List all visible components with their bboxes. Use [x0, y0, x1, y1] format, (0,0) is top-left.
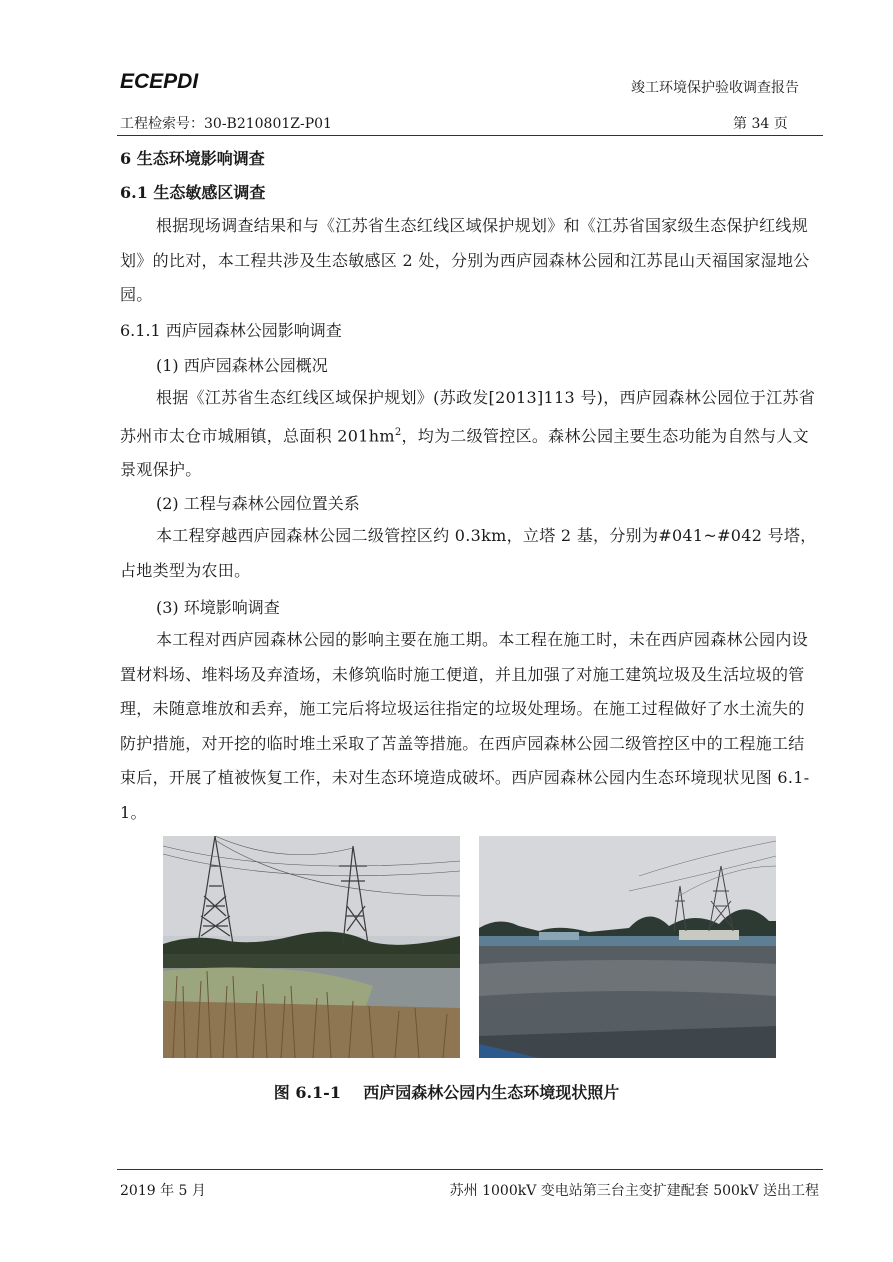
item-heading-2: (2) 工程与森林公园位置关系: [156, 494, 360, 513]
impact-paragraph: 本工程对西庐园森林公园的影响主要在施工期。本工程在施工时，未在西庐园森林公园内设置材料场、堆料场及弃渣场，未修筑临时施工便道，并且加强了对施工建筑垃圾及生活垃圾的管理，未随意堆放和丢弃，施工完后将垃圾运往指定的垃圾处理场。在施工过程做好了水土流失的防护措施，对开挖的临时堆土采取了苫盖等措施。在西庐园森林公园二级管控区中的工程施工结束后，开展了植被恢复工作，未对生态环境造成破坏。西庐园森林公园内生态环境现状见图 6.1-1。: [120, 630, 810, 822]
location-paragraph: 本工程穿越西庐园森林公园二级管控区约 0.3km，立塔 2 基，分别为#041~#042 号塔，占地类型为农田。: [120, 526, 817, 580]
subsection-heading: 6.1.1 西庐园森林公园影响调查: [120, 321, 342, 340]
company-logo: ECEPDI: [120, 70, 199, 93]
overview-text-b: ，均为二级管控区。森林公园主要生态功能为自然与人文景观保护。: [120, 425, 809, 480]
section-heading: 6.1 生态敏感区调查: [120, 183, 266, 202]
intro-paragraph: 根据现场调查结果和与《江苏省生态红线区域保护规划》和《江苏省国家级生态保护红线规划》的比对，本工程共涉及生态敏感区 2 处，分别为西庐园森林公园和江苏昆山天福国家湿地公园。: [120, 216, 810, 304]
page-number: 第 34 页: [733, 116, 788, 132]
overview-text-a: 根据《江苏省生态红线区域保护规划》(苏政发[2013]113 号)，西庐园森林公园位于江苏省苏州市太仓市城厢镇，总面积 201hm: [120, 388, 816, 445]
photo-left-scene: [163, 836, 460, 1058]
report-title: 竣工环境保护验收调查报告: [631, 80, 799, 96]
header-divider: [117, 135, 823, 136]
photo-right-scene: [479, 836, 776, 1058]
photo-right: [479, 836, 776, 1058]
overview-paragraph: [120, 381, 820, 488]
item-heading-3: (3) 环境影响调查: [156, 598, 280, 617]
item-heading-1: (1) 西庐园森林公园概况: [156, 356, 328, 375]
footer-date: 2019 年 5 月: [120, 1183, 206, 1199]
footer-project: 苏州 1000kV 变电站第三台主变扩建配套 500kV 送出工程: [449, 1183, 819, 1199]
figure-caption: 图 6.1-1 西庐园森林公园内生态环境现状照片: [273, 1083, 620, 1102]
document-code: 工程检索号：30-B210801Z-P01: [120, 116, 332, 132]
superscript: 2: [394, 426, 402, 438]
footer-divider: [117, 1169, 823, 1170]
photo-left: [163, 836, 460, 1058]
chapter-heading: 6 生态环境影响调查: [120, 149, 265, 168]
